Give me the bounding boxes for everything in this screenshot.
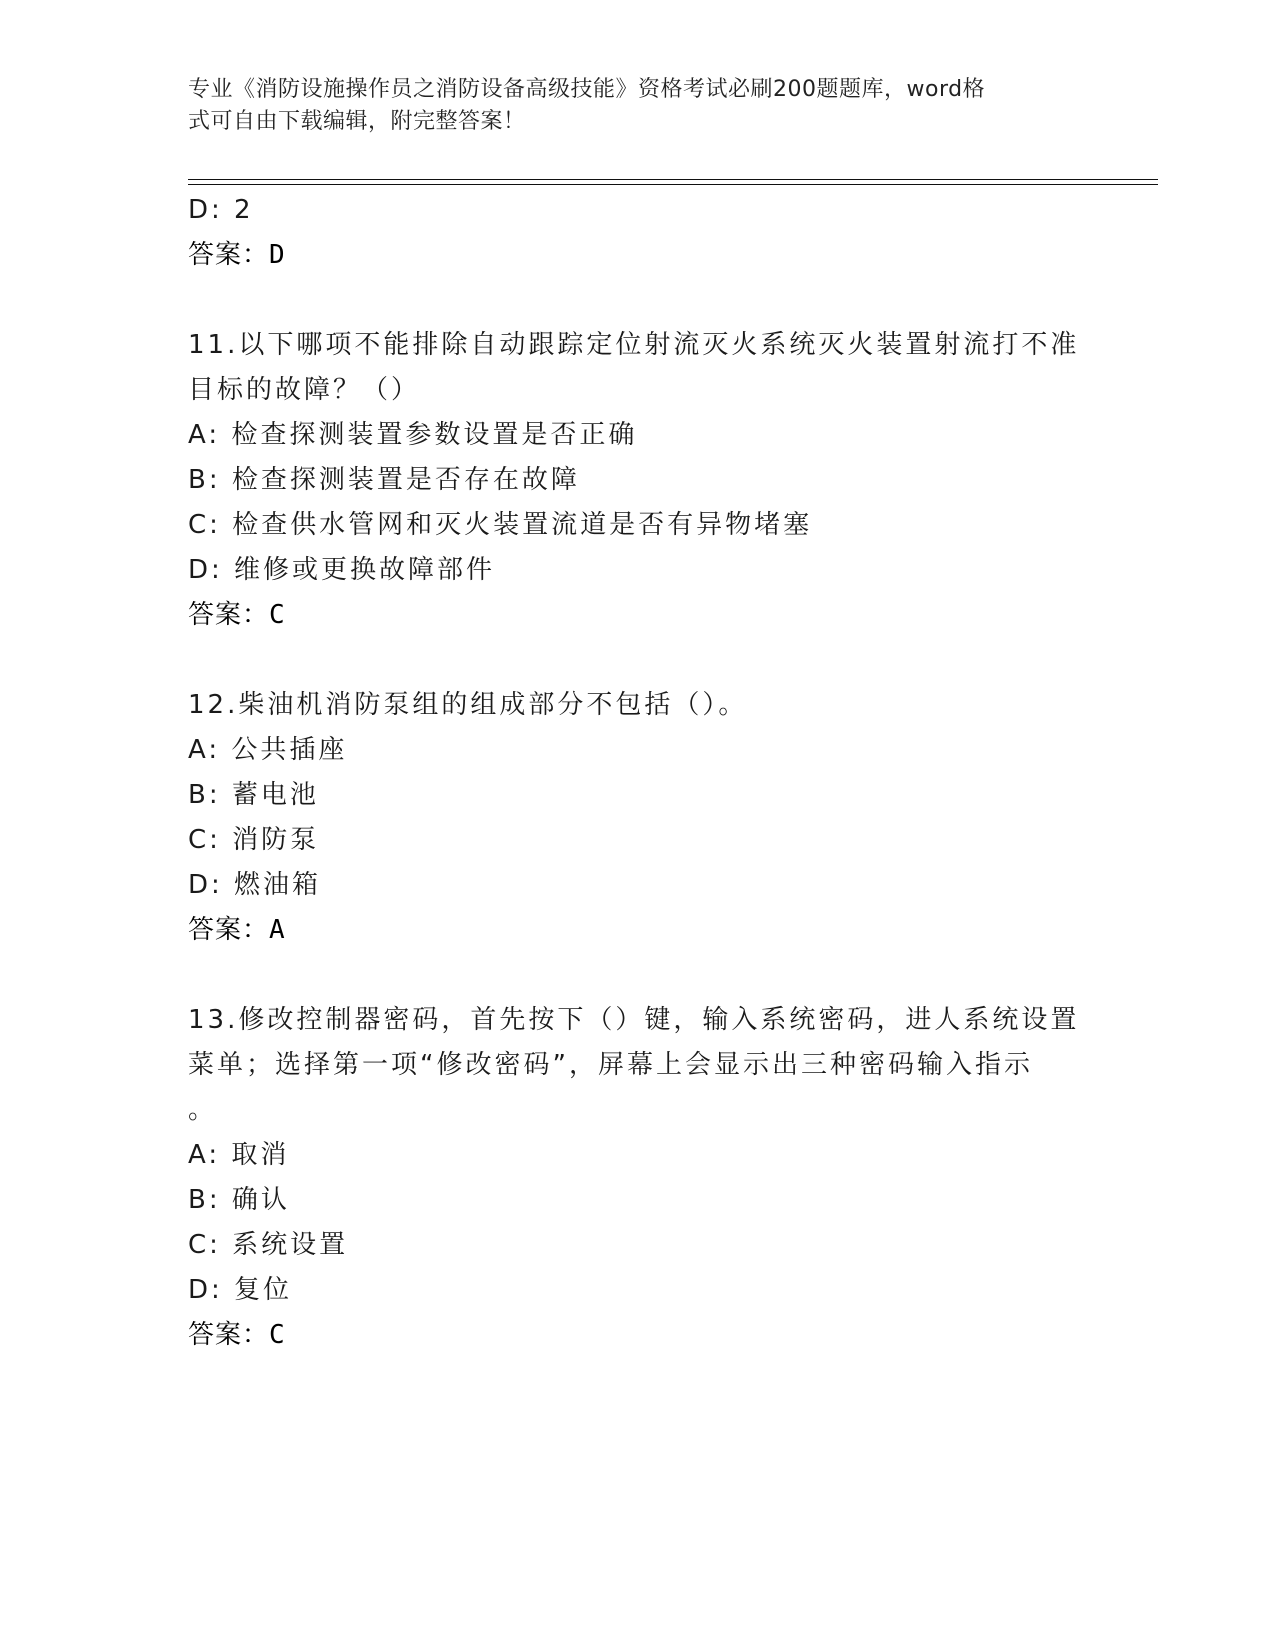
header-line-1: 专业《消防设施操作员之消防设备高级技能》资格考试必刷200题题库，word格 — [188, 77, 986, 102]
q13-stem-line-1: 13.修改控制器密码，首先按下（）键，输入系统密码，进人系统设置 — [188, 1005, 1080, 1035]
answer-label: 答案： — [188, 240, 270, 270]
q13-option-c: C: 系统设置 — [188, 1230, 349, 1260]
q13-answer — [188, 1319, 286, 1351]
q12-stem-line-1: 12.柴油机消防泵组的组成部分不包括（）。 — [188, 690, 748, 720]
answer-value: C — [269, 1320, 286, 1350]
q12-option-c: C: 消防泵 — [188, 825, 320, 855]
answer-value: D — [269, 240, 286, 270]
q11-option-d: D: 维修或更换故障部件 — [188, 555, 496, 585]
q13-stem-line-2: 菜单；选择第一项“修改密码”，屏幕上会显示出三种密码输入指示 — [188, 1050, 1033, 1080]
q11-option-c: C: 检查供水管网和灭火装置流道是否有异物堵塞 — [188, 510, 813, 540]
document-header — [188, 74, 1068, 138]
q13-option-d: D: 复位 — [188, 1275, 293, 1305]
q12-answer — [188, 914, 286, 946]
q12-option-b: B: 蓄电池 — [188, 780, 319, 810]
answer-label: 答案： — [188, 915, 270, 945]
q11-stem-line-2: 目标的故障？（） — [188, 375, 421, 405]
header-rule-top — [188, 179, 1158, 180]
prev-option-d: D: 2 — [188, 195, 254, 225]
q13-stem-line-3: 。 — [188, 1095, 218, 1125]
q11-option-a: A: 检查探测装置参数设置是否正确 — [188, 420, 638, 450]
answer-value: C — [269, 600, 286, 630]
answer-value: A — [269, 915, 286, 945]
answer-label: 答案： — [188, 600, 270, 630]
q11-stem-line-1: 11.以下哪项不能排除自动跟踪定位射流灭火系统灭火装置射流打不准 — [188, 330, 1080, 360]
prev-answer — [188, 239, 286, 271]
q13-option-a: A: 取消 — [188, 1140, 290, 1170]
q12-option-a: A: 公共插座 — [188, 735, 348, 765]
q11-answer — [188, 599, 286, 631]
q13-option-b: B: 确认 — [188, 1185, 290, 1215]
q12-option-d: D: 燃油箱 — [188, 870, 322, 900]
answer-label: 答案： — [188, 1320, 270, 1350]
header-line-2: 式可自由下载编辑，附完整答案！ — [188, 109, 526, 134]
q11-option-b: B: 检查探测装置是否存在故障 — [188, 465, 580, 495]
header-rule-bottom — [188, 184, 1158, 185]
